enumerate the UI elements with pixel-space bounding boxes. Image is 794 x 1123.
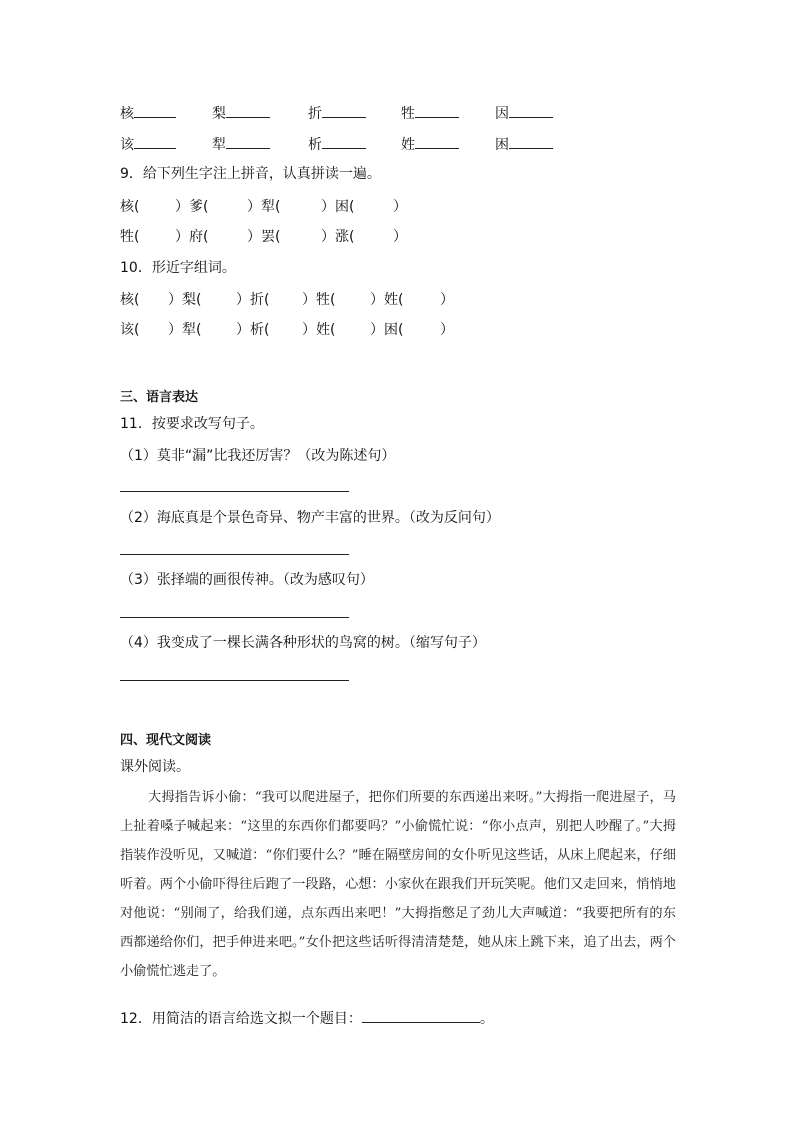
answer-blank[interactable] — [362, 1008, 480, 1023]
pinyin-slot: ） — [393, 199, 407, 215]
answer-blank[interactable] — [322, 134, 366, 149]
pinyin-slot: ） — [393, 229, 407, 245]
pinyin-slot: ）困( — [321, 199, 355, 215]
grid-cell — [120, 134, 176, 155]
grid-cell — [308, 134, 366, 155]
word-slot: 核( — [120, 292, 140, 308]
pinyin-slot: ）犁( — [247, 199, 281, 215]
word-slot: ）困( — [370, 322, 404, 338]
word-slot: ） — [440, 322, 454, 338]
grid-char: 折 — [308, 106, 322, 122]
word-slot: ）姓( — [370, 292, 404, 308]
word-slot: ）折( — [236, 292, 270, 308]
answer-blank[interactable] — [134, 134, 176, 149]
question-11-item-1: （1）莫非“漏”比我还厉害？（改为陈述句） — [120, 448, 396, 464]
answer-blank[interactable] — [226, 103, 270, 118]
grid-cell — [120, 103, 176, 124]
question-12-end: 。 — [479, 1011, 494, 1027]
word-slot: ）犁( — [168, 322, 202, 338]
answer-line[interactable] — [120, 491, 349, 492]
grid-char: 困 — [495, 137, 509, 153]
answer-blank[interactable] — [509, 134, 553, 149]
reading-passage: 大拇指告诉小偷：“我可以爬进屋子，把你们所要的东西递出来呀。”大拇指一爬进屋子，马上扯着嗓子喊起来：“这里的东西你们都要吗？”小偷慌忙说：“你小点声，别把人吵醒了。”大拇指装作没听见，又喊道：“你们要什么？”睡在隔壁房间的女仆听见这些话，从床上爬起来，仔细听着。两个小偷吓得往后跑了一段路，心想：小家伙在跟我们开玩笑呢。他们又走回来，悄悄地对他说：“别闹了，给我们递，点东西出来吧！”大拇指憋足了劲儿大声喊道：“我要把所有的东西都递给你们，把手伸进来吧。”女仆把这些话听得清清楚楚，她从床上跳下来，追了出去，两个小偷慌忙逃走了。 — [120, 790, 676, 979]
answer-blank[interactable] — [415, 134, 459, 149]
answer-blank[interactable] — [134, 103, 176, 118]
word-slot: ）析( — [236, 322, 270, 338]
grid-cell — [212, 103, 270, 124]
pinyin-slot: ）涨( — [321, 229, 355, 245]
grid-cell — [308, 103, 366, 124]
grid-cell — [401, 134, 459, 155]
grid-char: 梨 — [212, 106, 226, 122]
answer-line[interactable] — [120, 680, 349, 681]
pinyin-slot: 牲( — [120, 229, 140, 245]
question-11-item-4: （4）我变成了一棵长满各种形状的鸟窝的树。（缩写句子） — [120, 635, 486, 651]
answer-line[interactable] — [120, 617, 349, 618]
question-11-item-2: （2）海底真是个景色奇异、物产丰富的世界。（改为反问句） — [120, 510, 500, 526]
question-12-prompt: 12．用简洁的语言给选文拟一个题目： — [120, 1011, 362, 1027]
grid-char: 该 — [120, 137, 134, 153]
word-slot: ）姓( — [302, 322, 336, 338]
grid-cell — [495, 134, 553, 155]
grid-char: 姓 — [401, 137, 415, 153]
grid-char: 因 — [495, 106, 509, 122]
section-4-title: 四、现代文阅读 — [120, 733, 212, 748]
question-9-prompt: 9．给下列生字注上拼音，认真拼读一遍。 — [120, 166, 381, 182]
question-12 — [120, 1008, 494, 1029]
pinyin-slot: ）府( — [175, 229, 209, 245]
answer-blank[interactable] — [509, 103, 553, 118]
grid-char: 析 — [308, 137, 322, 153]
pinyin-slot: 核( — [120, 199, 140, 215]
grid-cell — [495, 103, 553, 124]
question-11-item-3: （3）张择端的画很传神。（改为感叹句） — [120, 572, 374, 588]
answer-blank[interactable] — [226, 134, 270, 149]
grid-cell — [212, 134, 270, 155]
word-slot: ）梨( — [168, 292, 202, 308]
word-slot: ） — [440, 292, 454, 308]
grid-cell — [401, 103, 459, 124]
pinyin-slot: ）罢( — [247, 229, 281, 245]
grid-char: 牲 — [401, 106, 415, 122]
answer-blank[interactable] — [415, 103, 459, 118]
section-3-title: 三、语言表达 — [120, 390, 199, 405]
grid-char: 核 — [120, 106, 134, 122]
word-slot: 该( — [120, 322, 140, 338]
answer-blank[interactable] — [322, 103, 366, 118]
word-slot: ）牲( — [302, 292, 336, 308]
question-10-prompt: 10．形近字组词。 — [120, 260, 236, 276]
question-11-prompt: 11．按要求改写句子。 — [120, 416, 264, 432]
pinyin-slot: ）爹( — [175, 199, 209, 215]
reading-subtitle: 课外阅读。 — [120, 759, 190, 775]
answer-line[interactable] — [120, 554, 349, 555]
grid-char: 犁 — [212, 137, 226, 153]
